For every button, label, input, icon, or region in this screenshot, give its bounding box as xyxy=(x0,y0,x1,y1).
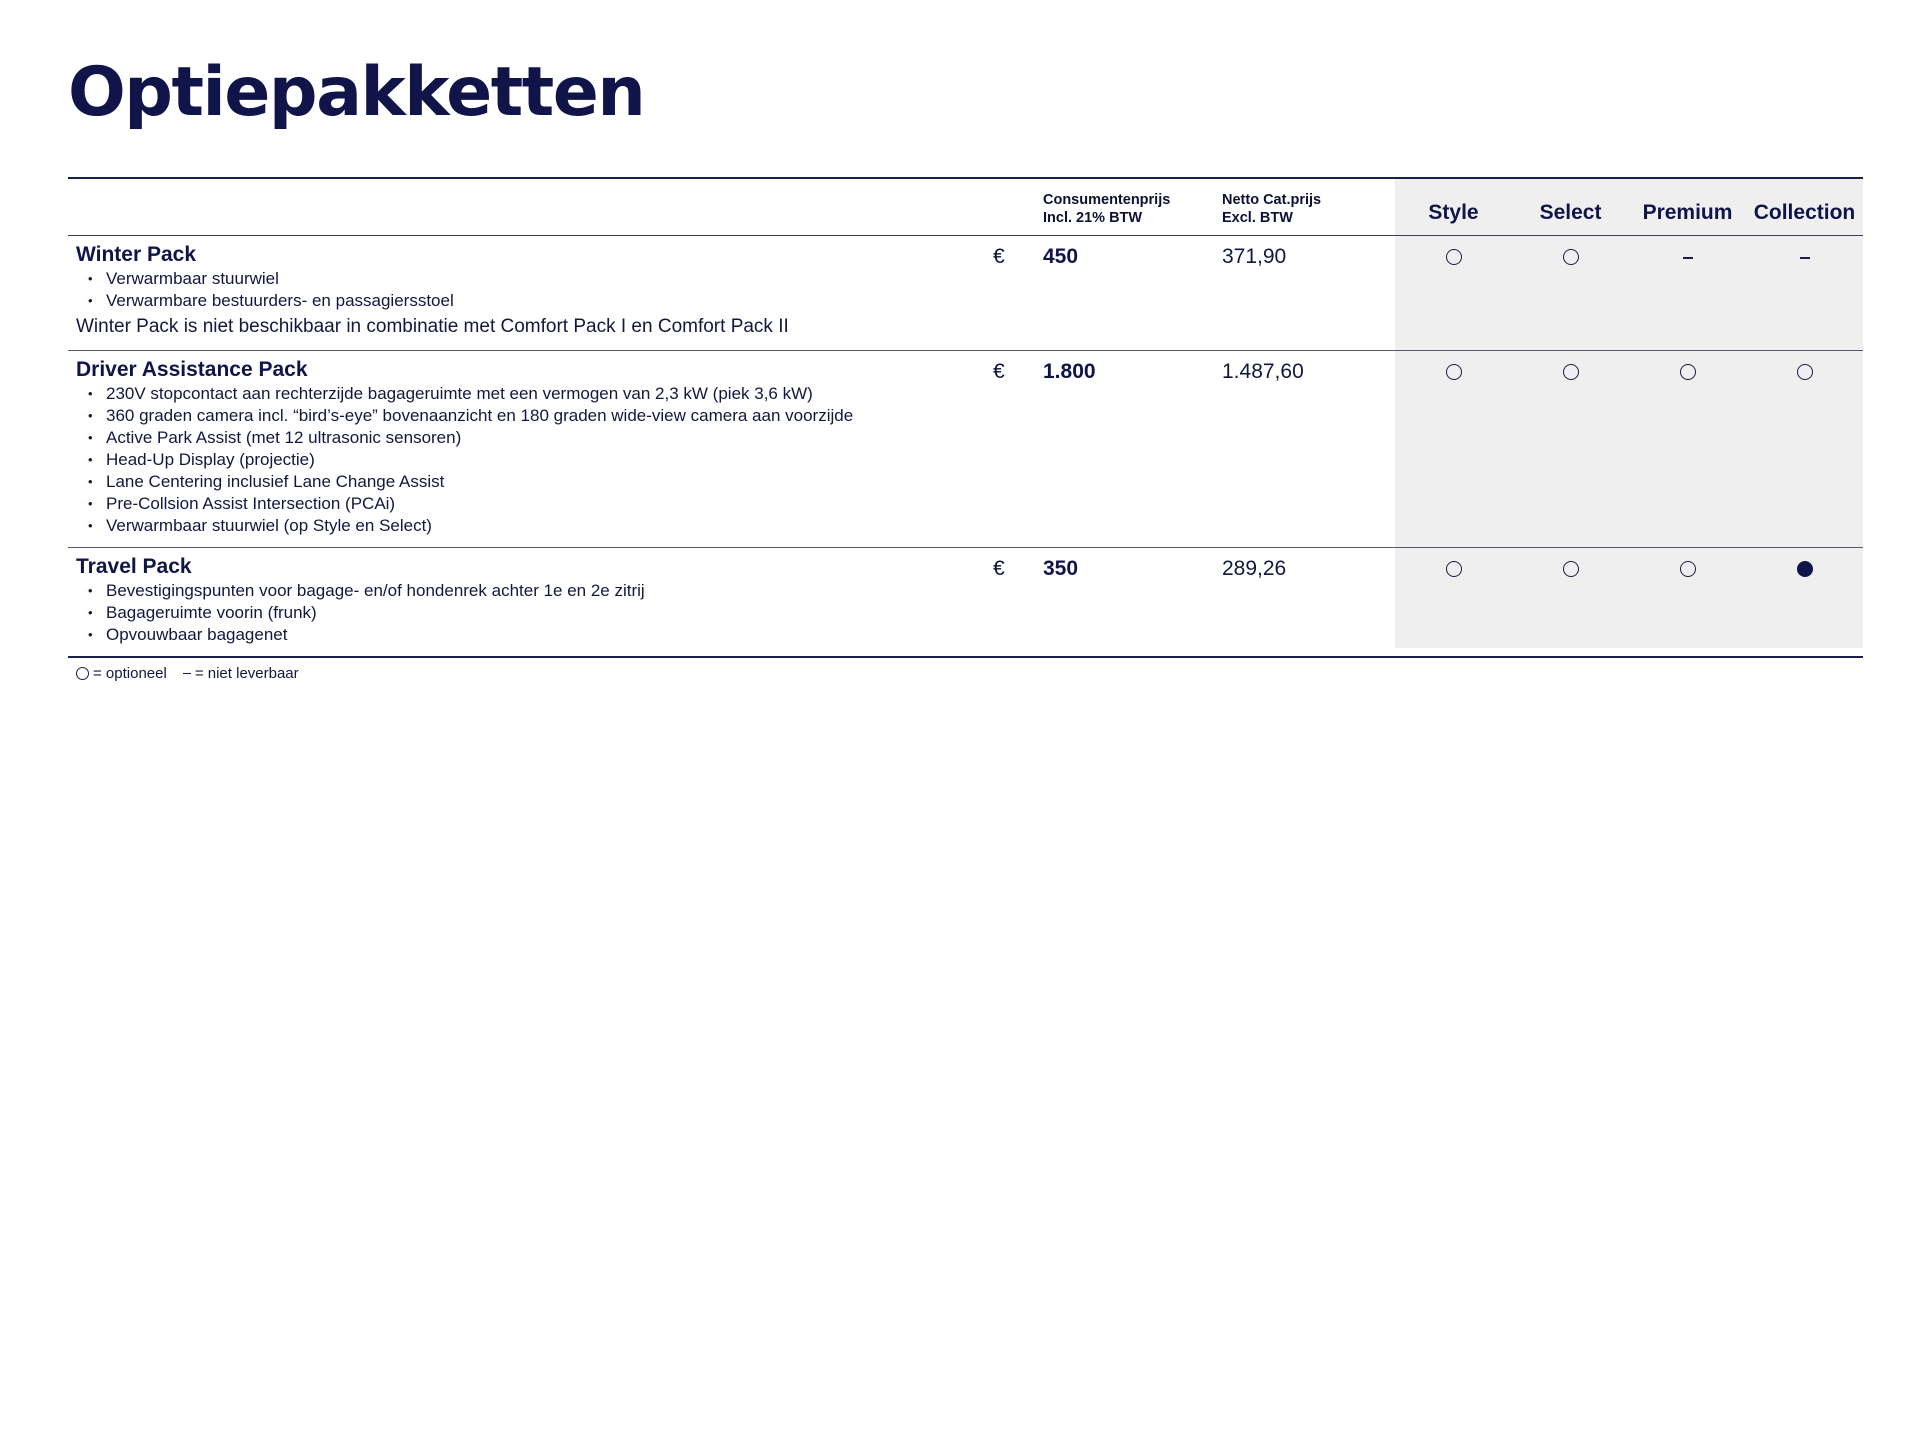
dash-icon xyxy=(1683,257,1693,259)
optional-circle-icon xyxy=(1446,249,1462,265)
netto-price: 1.487,60 xyxy=(1222,359,1304,383)
optional-circle-icon xyxy=(76,667,89,680)
feature-item: • Bevestigingspunten voor bagage- en/of hondenrek achter 1e en 2e zitrij xyxy=(88,580,985,602)
feature-item: • Verwarmbaar stuurwiel (op Style en Select) xyxy=(88,515,985,537)
pack-name: Driver Assistance Pack xyxy=(76,357,308,381)
legend-optional-label: = optioneel xyxy=(93,665,167,682)
optional-circle-icon xyxy=(1563,364,1579,380)
feature-item: • Lane Centering inclusief Lane Change Assist xyxy=(88,471,985,493)
availability-collection xyxy=(1746,235,1863,350)
availability-premium xyxy=(1629,350,1746,547)
availability-style xyxy=(1395,547,1512,657)
availability-style xyxy=(1395,350,1512,547)
pack-description xyxy=(68,547,993,657)
availability-premium xyxy=(1629,235,1746,350)
availability-select xyxy=(1512,235,1629,350)
header-trim-premium: Premium xyxy=(1642,200,1733,224)
header-description xyxy=(68,178,993,235)
optional-circle-icon xyxy=(1797,364,1813,380)
header-consumer-price-line2: Incl. 21% BTW xyxy=(1043,210,1143,226)
legend-none-label: = niet leverbaar xyxy=(194,665,299,682)
availability-style xyxy=(1395,235,1512,350)
optional-circle-icon xyxy=(1563,561,1579,577)
feature-item: • Verwarmbare bestuurders- en passagiersstoel xyxy=(88,290,985,312)
header-netto-price-line2: Excl. BTW xyxy=(1222,210,1293,226)
pack-row-driver-assistance xyxy=(68,350,1863,547)
pack-name: Travel Pack xyxy=(76,554,192,578)
optional-circle-icon xyxy=(1446,561,1462,577)
availability-select xyxy=(1512,547,1629,657)
consumer-price: 1.800 xyxy=(1043,359,1096,383)
page-title: Optiepakketten xyxy=(68,53,645,132)
option-packs-table-wrapper xyxy=(68,177,1863,658)
header-consumer-price-line1: Consumentenprijs xyxy=(1043,192,1171,208)
pack-name: Winter Pack xyxy=(76,242,197,266)
currency-symbol: € xyxy=(993,244,1005,268)
feature-item: • Head-Up Display (projectie) xyxy=(88,449,985,471)
optional-circle-icon xyxy=(1680,561,1696,577)
pack-row-winter xyxy=(68,235,1863,350)
header-trim-select: Select xyxy=(1539,200,1602,224)
availability-premium xyxy=(1629,547,1746,657)
pack-note: Winter Pack is niet beschikbaar in combinatie met Comfort Pack I en Comfort Pack II xyxy=(76,315,789,337)
pack-row-travel xyxy=(68,547,1863,657)
netto-price: 289,26 xyxy=(1222,556,1287,580)
header-trim-collection: Collection xyxy=(1753,200,1856,224)
availability-select xyxy=(1512,350,1629,547)
feature-item: • Active Park Assist (met 12 ultrasonic sensoren) xyxy=(88,427,985,449)
feature-list xyxy=(76,580,985,646)
feature-item: • Opvouwbaar bagagenet xyxy=(88,624,985,646)
netto-price: 371,90 xyxy=(1222,244,1287,268)
feature-item: • 230V stopcontact aan rechterzijde bagageruimte met een vermogen van 2,3 kW (piek 3,6 kW) xyxy=(88,383,985,405)
header-netto-price-line1: Netto Cat.prijs xyxy=(1222,192,1322,208)
header-netto-price xyxy=(1222,178,1395,235)
optional-circle-icon xyxy=(1563,249,1579,265)
consumer-price: 350 xyxy=(1043,556,1079,580)
dash-icon xyxy=(1800,257,1810,259)
header-trim-style: Style xyxy=(1428,200,1479,224)
currency-symbol: € xyxy=(993,556,1005,580)
feature-item: • Verwarmbaar stuurwiel xyxy=(88,268,985,290)
pack-description xyxy=(68,350,993,547)
availability-collection xyxy=(1746,547,1863,657)
standard-dot-icon xyxy=(1797,561,1813,577)
option-packs-table xyxy=(68,177,1863,658)
consumer-price: 450 xyxy=(1043,244,1079,268)
feature-item: • Pre-Collsion Assist Intersection (PCAi) xyxy=(88,493,985,515)
table-header-row xyxy=(68,178,1863,235)
currency-symbol: € xyxy=(993,359,1005,383)
pack-description xyxy=(68,235,993,350)
feature-item: • 360 graden camera incl. “bird’s-eye” bovenaanzicht en 180 graden wide-view camera aan voorzijde xyxy=(88,405,985,427)
header-currency xyxy=(993,178,1043,235)
optional-circle-icon xyxy=(1680,364,1696,380)
header-consumer-price xyxy=(1043,178,1222,235)
optional-circle-icon xyxy=(1446,364,1462,380)
feature-list xyxy=(76,268,985,312)
legend xyxy=(76,665,299,682)
feature-item: • Bagageruimte voorin (frunk) xyxy=(88,602,985,624)
availability-collection xyxy=(1746,350,1863,547)
feature-list xyxy=(76,383,985,537)
dash-icon xyxy=(183,673,191,675)
